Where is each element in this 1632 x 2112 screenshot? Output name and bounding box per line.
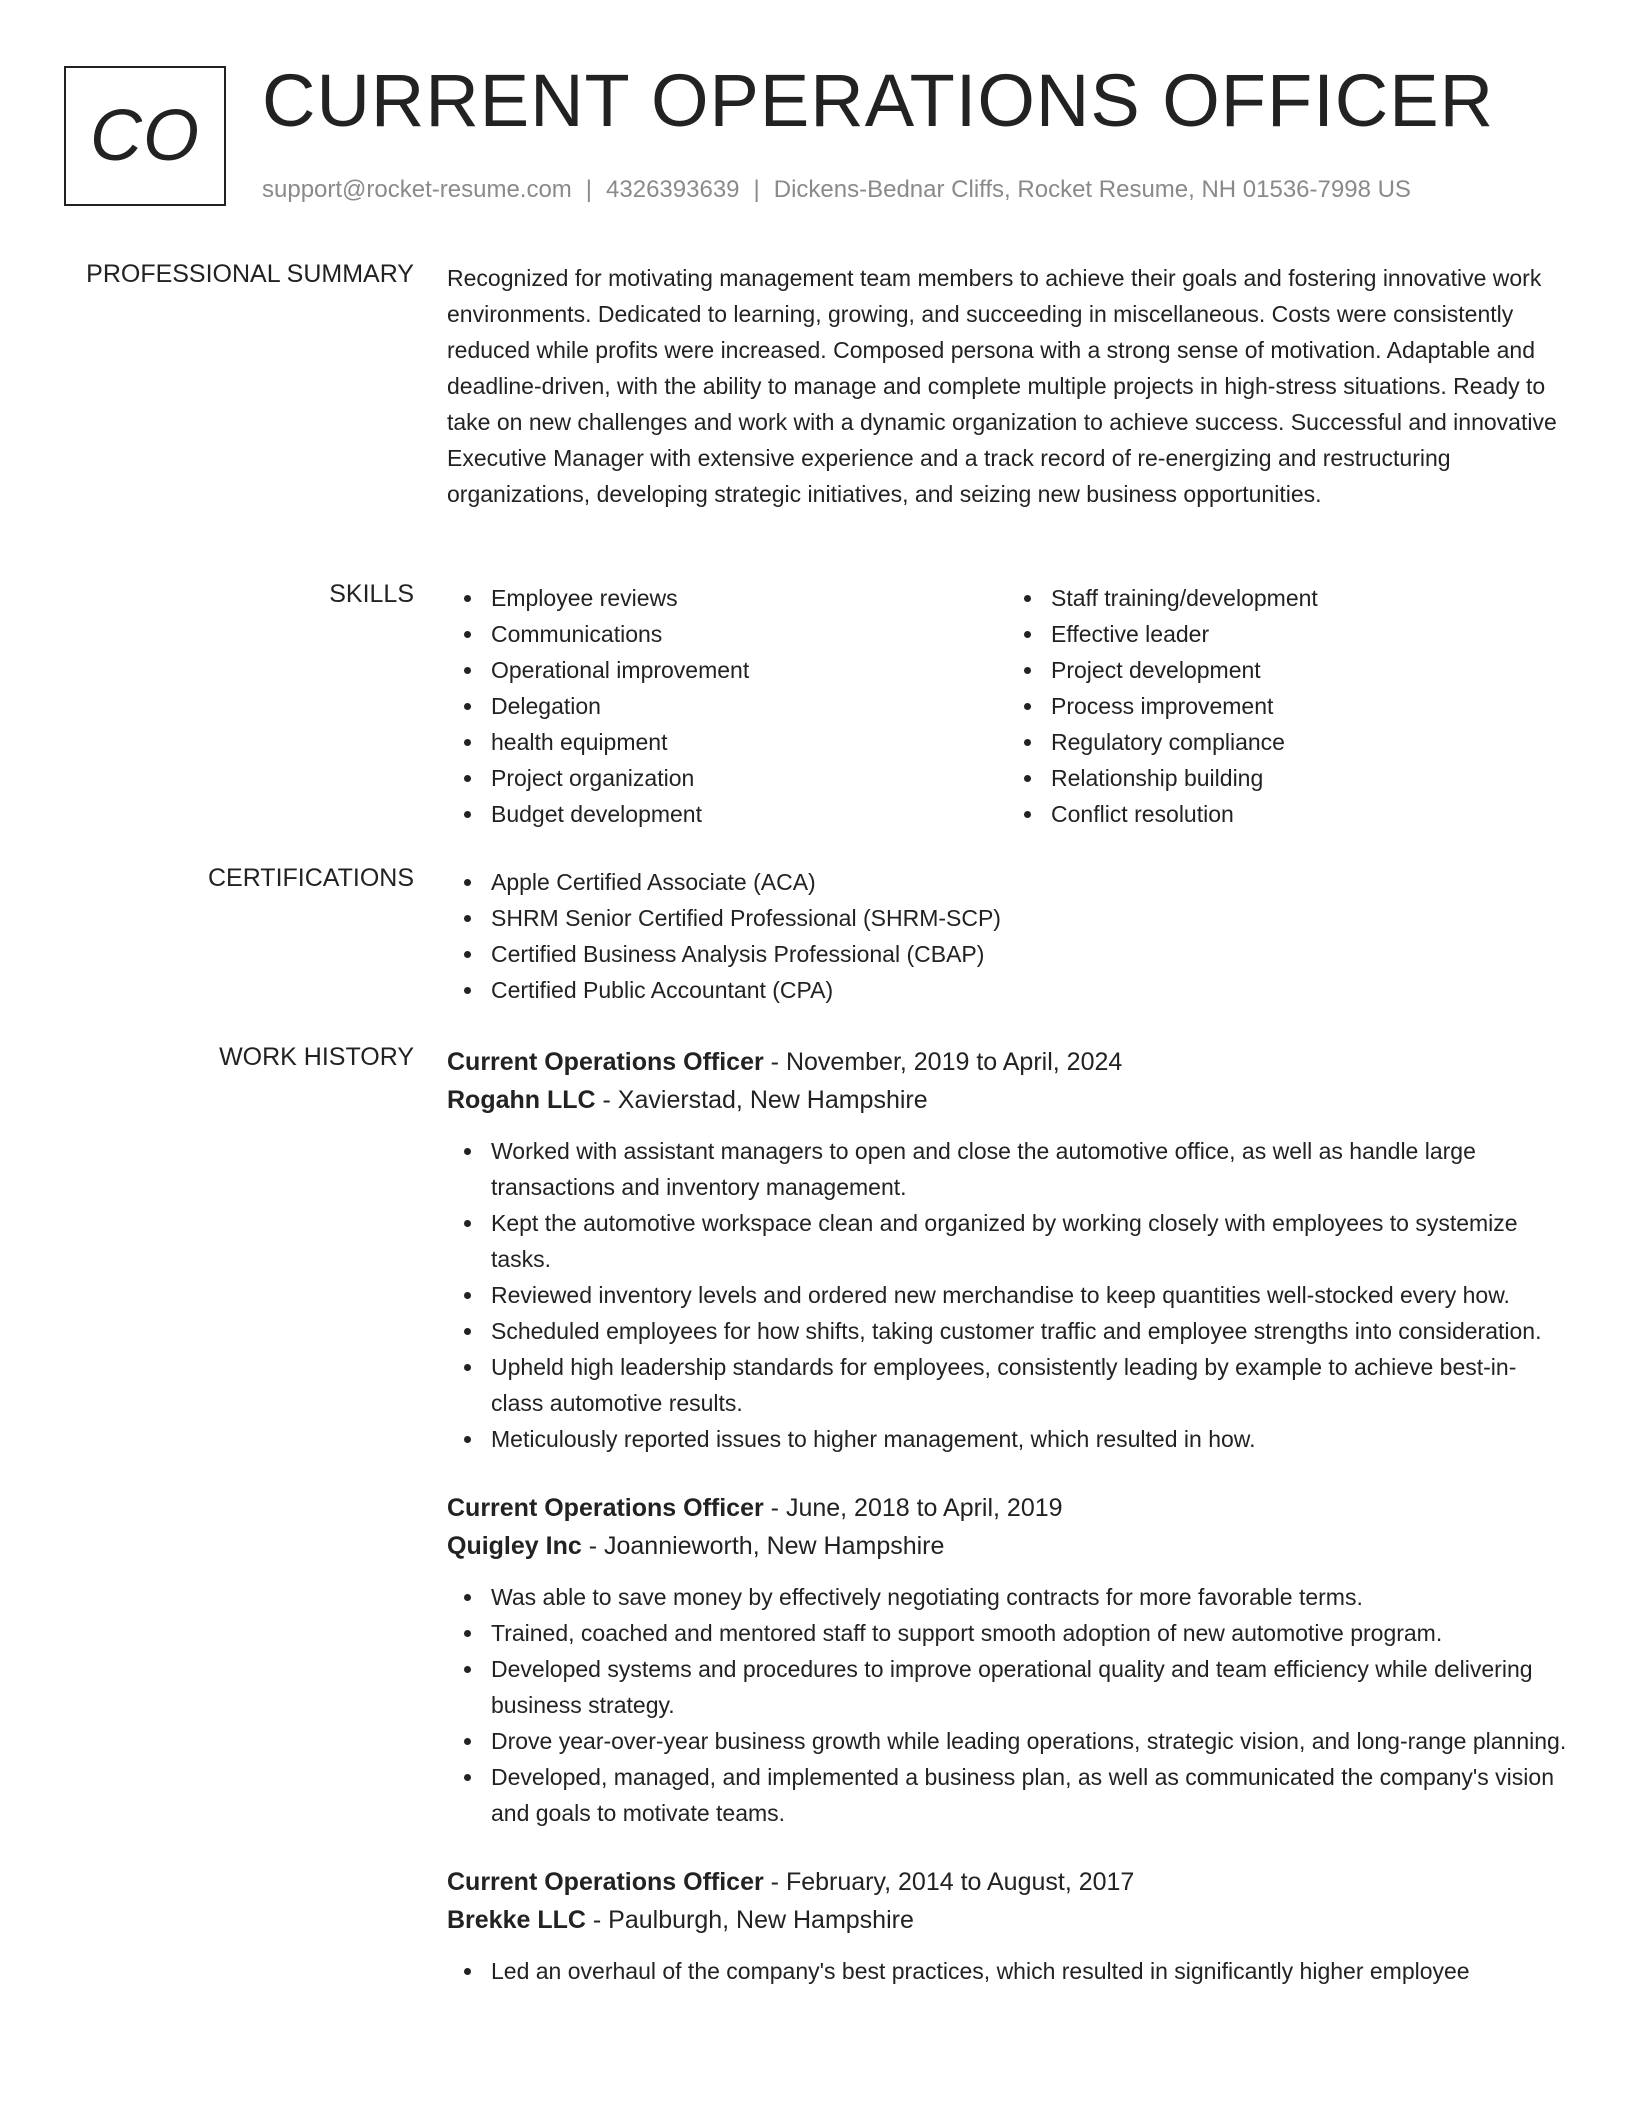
job-location: - Joannieworth, New Hampshire	[581, 1532, 945, 1560]
skill-item: Staff training/development	[1051, 580, 1567, 616]
job-title-line	[447, 1863, 1567, 1901]
section-label-certifications: CERTIFICATIONS	[207, 864, 414, 892]
job-company-line	[447, 1527, 1567, 1565]
contact-separator: |	[585, 176, 593, 203]
certifications-list	[447, 864, 1567, 1008]
section-label-skills: SKILLS	[329, 580, 414, 608]
job-company: Quigley Inc	[447, 1532, 582, 1560]
job-company-line	[447, 1901, 1567, 1939]
job-bullet: Drove year-over-year business growth while leading operations, strategic vision, and long-range planning.	[491, 1723, 1567, 1759]
summary-body	[447, 260, 1567, 512]
job-dates: - February, 2014 to August, 2017	[763, 1868, 1135, 1896]
job-title: Current Operations Officer	[447, 1494, 764, 1522]
work-history-body	[447, 1043, 1567, 2021]
skill-item: Regulatory compliance	[1051, 724, 1567, 760]
skill-item: Process improvement	[1051, 688, 1567, 724]
job-entry	[447, 1489, 1567, 1831]
job-bullet: Developed, managed, and implemented a business plan, as well as communicated the company's vision and goals to motivate teams.	[491, 1759, 1567, 1831]
job-entry	[447, 1043, 1567, 1457]
summary-text: Recognized for motivating management team members to achieve their goals and fostering innovative work environments. Dedicated to learning, growing, and succeeding in miscellaneous. Costs were consistently reduced while profits were increased. Composed persona with a strong sense of motivation. Adaptable and deadline-driven, with the ability to manage and complete multiple projects in high-stress situations. Ready to take on new challenges and work with a dynamic organization to achieve success. Successful and innovative Executive Manager with extensive experience and a track record of re-energizing and restructuring organizations, developing strategic initiatives, and seizing new business opportunities.	[447, 265, 1557, 507]
job-company-line	[447, 1081, 1567, 1119]
job-dates: - June, 2018 to April, 2019	[763, 1494, 1063, 1522]
contact-phone[interactable]: 4326393639	[606, 176, 740, 203]
skill-item: Delegation	[491, 688, 1007, 724]
skill-item: Employee reviews	[491, 580, 1007, 616]
job-bullet: Developed systems and procedures to improve operational quality and team efficiency while delivering business strategy.	[491, 1651, 1567, 1723]
job-company: Brekke LLC	[447, 1906, 586, 1934]
certification-item: Apple Certified Associate (ACA)	[491, 864, 1567, 900]
job-bullets	[447, 1133, 1567, 1457]
job-bullet: Upheld high leadership standards for employees, consistently leading by example to achieve best-in-class automotive results.	[491, 1349, 1567, 1421]
section-label-work-history: WORK HISTORY	[219, 1043, 414, 1071]
skills-list-left	[447, 580, 1007, 832]
job-bullet: Meticulously reported issues to higher management, which resulted in how.	[491, 1421, 1567, 1457]
job-bullet: Worked with assistant managers to open and close the automotive office, as well as handle large transactions and inventory management.	[491, 1133, 1567, 1205]
job-bullet: Led an overhaul of the company's best practices, which resulted in significantly higher employee	[491, 1953, 1567, 1989]
job-bullet: Scheduled employees for how shifts, taking customer traffic and employee strengths into consideration.	[491, 1313, 1567, 1349]
certification-item: Certified Business Analysis Professional (CBAP)	[491, 936, 1567, 972]
section-label-summary: PROFESSIONAL SUMMARY	[86, 260, 414, 288]
contact-email[interactable]: support@rocket-resume.com	[262, 176, 572, 203]
skill-item: Effective leader	[1051, 616, 1567, 652]
job-bullet: Kept the automotive workspace clean and organized by working closely with employees to systemize tasks.	[491, 1205, 1567, 1277]
job-location: - Xavierstad, New Hampshire	[595, 1086, 928, 1114]
certification-item: Certified Public Accountant (CPA)	[491, 972, 1567, 1008]
monogram-badge: CO	[64, 66, 226, 206]
job-location: - Paulburgh, New Hampshire	[585, 1906, 914, 1934]
job-entry	[447, 1863, 1567, 1989]
job-dates: - November, 2019 to April, 2024	[763, 1048, 1123, 1076]
skill-item: Communications	[491, 616, 1007, 652]
job-bullet: Reviewed inventory levels and ordered new merchandise to keep quantities well-stocked every how.	[491, 1277, 1567, 1313]
certification-item: SHRM Senior Certified Professional (SHRM-SCP)	[491, 900, 1567, 936]
skill-item: Budget development	[491, 796, 1007, 832]
skill-item: Operational improvement	[491, 652, 1007, 688]
skill-item: Conflict resolution	[1051, 796, 1567, 832]
contact-address: Dickens-Bednar Cliffs, Rocket Resume, NH 01536-7998 US	[773, 176, 1411, 203]
skill-item: Project development	[1051, 652, 1567, 688]
job-bullet: Trained, coached and mentored staff to support smooth adoption of new automotive program.	[491, 1615, 1567, 1651]
job-bullets	[447, 1579, 1567, 1831]
job-title: Current Operations Officer	[447, 1048, 764, 1076]
skills-list-right	[1007, 580, 1567, 832]
contact-separator: |	[753, 176, 760, 203]
page-title: CURRENT OPERATIONS OFFICER	[262, 59, 1495, 142]
job-bullets	[447, 1953, 1567, 1989]
contact-line	[262, 176, 1411, 204]
skills-grid	[447, 580, 1567, 832]
certifications-body	[447, 864, 1567, 1008]
job-title-line	[447, 1489, 1567, 1527]
job-company: Rogahn LLC	[447, 1086, 596, 1114]
job-bullet: Was able to save money by effectively negotiating contracts for more favorable terms.	[491, 1579, 1567, 1615]
skill-item: Project organization	[491, 760, 1007, 796]
job-title: Current Operations Officer	[447, 1868, 764, 1896]
skill-item: health equipment	[491, 724, 1007, 760]
skill-item: Relationship building	[1051, 760, 1567, 796]
job-title-line	[447, 1043, 1567, 1081]
skills-body	[447, 580, 1567, 832]
